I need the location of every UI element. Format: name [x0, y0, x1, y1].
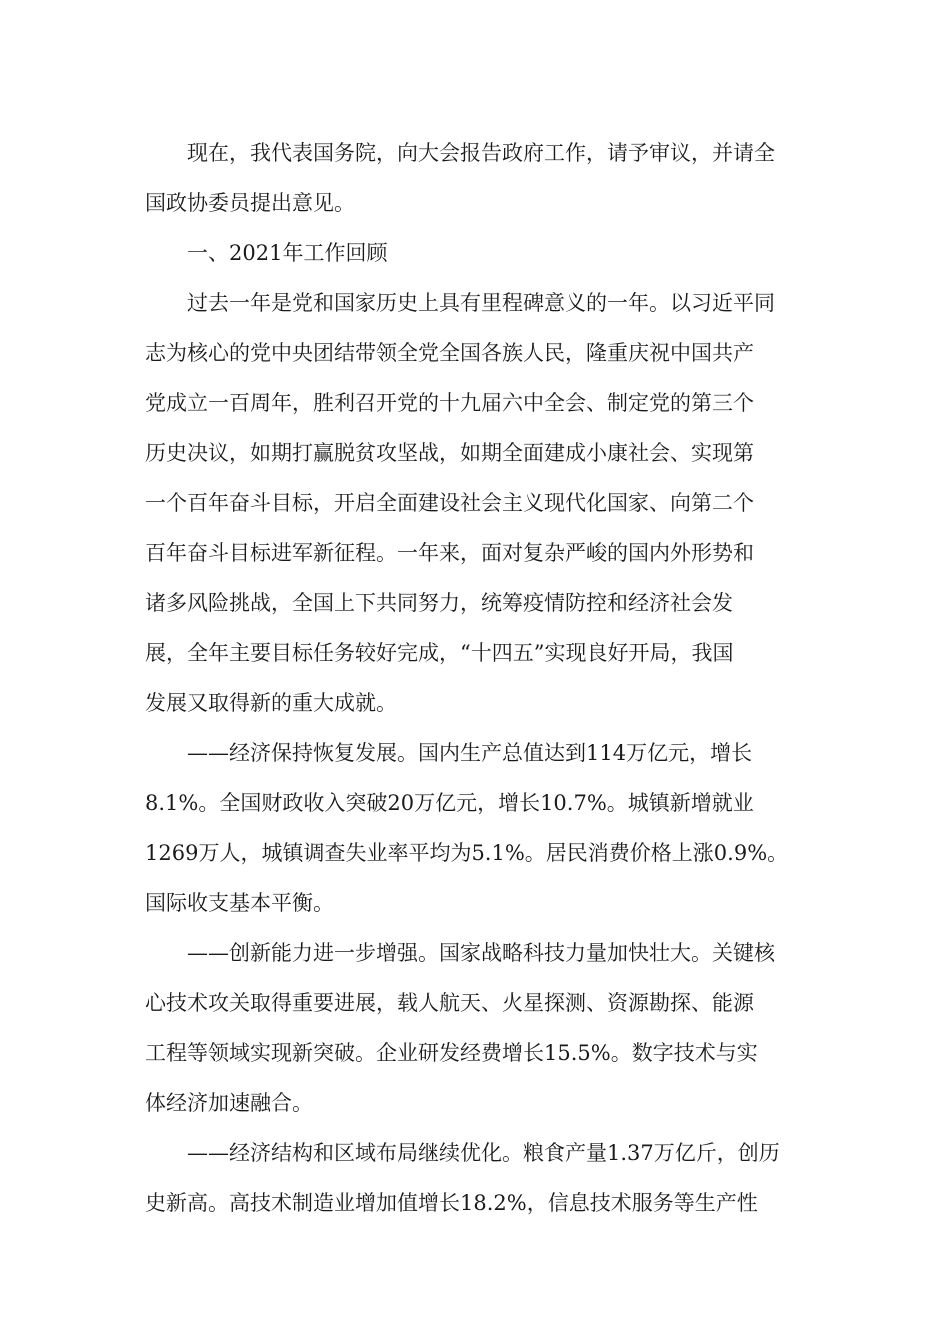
paragraph-economy: ——经济保持恢复发展。国内生产总值达到114万亿元，增长 8.1%。全国财政收入突破20万亿元，增长10.7%。城镇新增就业 1269万人，城镇调查失业率平均为5.1%。居民消费价格上涨0.9%。 国际收支基本平衡。 — [145, 741, 789, 915]
paragraph-innovation: ——创新能力进一步增强。国家战略科技力量加快壮大。关键核 心技术攻关取得重要进展，载人航天、火星探测、资源勘探、能源 工程等领域实现新突破。企业研发经费增长15.5%。数字技术与实 体经济加速融合。 — [145, 941, 775, 1115]
paragraph-intro: 现在，我代表国务院，向大会报告政府工作，请予审议，并请全 国政协委员提出意见。 — [145, 141, 775, 215]
paragraph-review: 过去一年是党和国家历史上具有里程碑意义的一年。以习近平同 志为核心的党中央团结带领全党全国各族人民，隆重庆祝中国共产 党成立一百周年，胜利召开党的十九届六中全会、制定党的第三个 历史决议，如期打赢脱贫攻坚战，如期全面建成小康社会、实现第 一个百年奋斗目标，开启全面建设社会主义现代化国家、向第二个 百年奋斗目标进军新征程。一年来，面对复杂严峻的国内外形势和 诸多风险挑战，全国上下共同努力，统筹疫情防控和经济社会发 展，全年主要目标任务较好完成，“十四五”实现良好开局，我国 发展又取得新的重大成就。 — [145, 291, 775, 715]
section-heading: 一、2021年工作回顾 — [187, 241, 388, 265]
document-body — [145, 128, 807, 1228]
paragraph-structure: ——经济结构和区域布局继续优化。粮食产量1.37万亿斤，创历 史新高。高技术制造业增加值增长18.2%，信息技术服务等生产性 — [145, 1141, 780, 1215]
